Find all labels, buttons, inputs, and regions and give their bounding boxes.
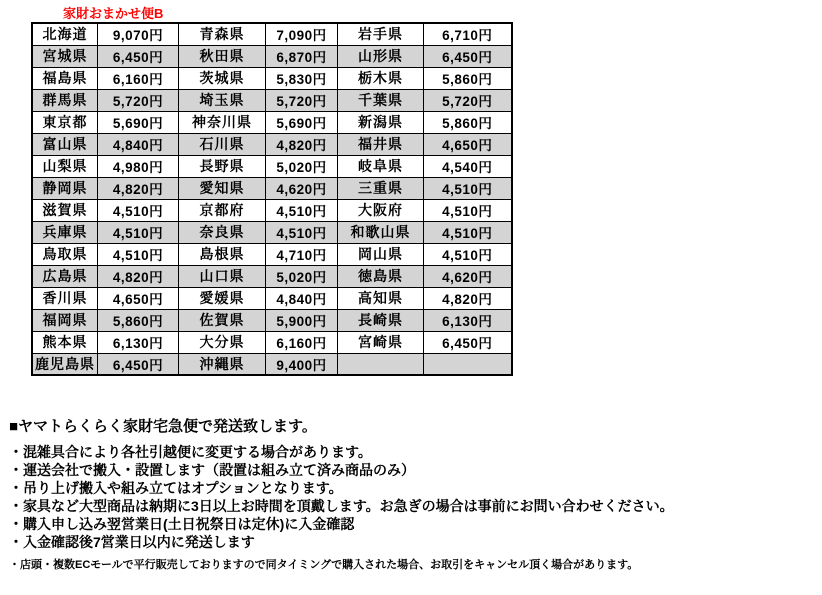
prefecture-cell xyxy=(179,221,266,243)
prefecture-cell xyxy=(338,177,424,199)
prefecture-name: 兵庫県 xyxy=(42,224,88,240)
price-value: 4,510円 xyxy=(442,248,493,263)
prefecture-name: 鹿児島県 xyxy=(35,355,95,372)
prefecture-cell xyxy=(179,45,266,67)
price-value: 4,820円 xyxy=(112,182,164,197)
price-cell xyxy=(98,111,179,133)
price-cell xyxy=(266,221,338,243)
table-row xyxy=(32,221,512,243)
price-cell xyxy=(98,45,179,67)
price-cell xyxy=(98,331,179,353)
prefecture-cell xyxy=(179,265,266,287)
prefecture-cell xyxy=(32,133,98,155)
prefecture-cell xyxy=(179,287,266,309)
prefecture-cell xyxy=(179,155,266,177)
price-cell xyxy=(98,309,179,331)
price-cell xyxy=(266,133,338,155)
price-value: 4,510円 xyxy=(112,226,164,241)
prefecture-cell xyxy=(32,23,98,45)
price-value: 4,620円 xyxy=(276,182,327,197)
price-value: 4,510円 xyxy=(112,204,164,219)
price-value: 5,830円 xyxy=(276,72,327,87)
prefecture-name: 静岡県 xyxy=(42,180,88,196)
prefecture-cell xyxy=(179,353,266,375)
prefecture-cell xyxy=(32,155,98,177)
prefecture-name: 島根県 xyxy=(199,246,245,262)
price-cell xyxy=(424,67,512,89)
prefecture-name: 長崎県 xyxy=(358,312,403,328)
prefecture-name: 宮崎県 xyxy=(358,334,403,350)
price-value: 4,510円 xyxy=(442,182,493,197)
prefecture-cell xyxy=(179,199,266,221)
prefecture-name: 山形県 xyxy=(358,48,403,64)
shipping-note-item: ・吊り上げ搬入や組み立てはオプションとなります。 xyxy=(9,480,343,496)
prefecture-name: 青森県 xyxy=(199,26,245,43)
table-row xyxy=(32,309,512,331)
price-cell xyxy=(98,221,179,243)
prefecture-name: 京都府 xyxy=(199,202,245,218)
price-value: 5,690円 xyxy=(276,116,327,131)
price-value: 4,820円 xyxy=(442,292,493,307)
shipping-note-item: ・運送会社で搬入・設置します（設置は組み立て済み商品のみ） xyxy=(9,462,415,478)
table-row xyxy=(32,243,512,265)
prefecture-cell xyxy=(338,23,424,45)
price-value: 4,820円 xyxy=(112,270,164,285)
table-row xyxy=(32,353,512,375)
price-value: 4,650円 xyxy=(112,292,164,307)
prefecture-name: 埼玉県 xyxy=(199,92,245,108)
price-value: 5,860円 xyxy=(442,116,493,131)
price-value: 5,900円 xyxy=(276,314,327,329)
price-value: 5,020円 xyxy=(276,160,327,175)
prefecture-cell xyxy=(338,331,424,353)
prefecture-name: 愛知県 xyxy=(199,180,245,196)
price-value: 6,160円 xyxy=(276,336,327,351)
price-cell xyxy=(424,89,512,111)
table-row xyxy=(32,287,512,309)
prefecture-cell xyxy=(179,243,266,265)
price-value: 5,720円 xyxy=(442,94,493,109)
prefecture-cell xyxy=(32,243,98,265)
price-value: 4,840円 xyxy=(276,292,327,307)
price-value: 4,510円 xyxy=(442,226,493,241)
prefecture-name: 滋賀県 xyxy=(42,202,88,218)
price-cell xyxy=(266,67,338,89)
price-value: 6,450円 xyxy=(442,50,493,65)
prefecture-name: 山口県 xyxy=(199,268,245,284)
prefecture-name: 山梨県 xyxy=(42,158,88,174)
prefecture-cell xyxy=(32,89,98,111)
prefecture-cell xyxy=(32,309,98,331)
prefecture-cell xyxy=(179,133,266,155)
prefecture-name: 宮城県 xyxy=(42,48,88,64)
prefecture-name: 三重県 xyxy=(358,180,403,196)
price-cell xyxy=(98,67,179,89)
price-cell xyxy=(98,177,179,199)
shipping-note-item: ・購入申し込み翌営業日(土日祝祭日は定休)に入金確認 xyxy=(9,516,355,532)
prefecture-cell xyxy=(179,309,266,331)
price-value: 4,980円 xyxy=(112,160,164,175)
prefecture-cell xyxy=(32,45,98,67)
prefecture-cell xyxy=(338,67,424,89)
price-cell xyxy=(424,45,512,67)
prefecture-name: 千葉県 xyxy=(358,92,403,108)
prefecture-name: 福岡県 xyxy=(42,312,88,328)
shipping-note-item: ・家具など大型商品は納期に3日以上お時間を頂戴します。お急ぎの場合は事前にお問い合わせください。 xyxy=(9,498,674,514)
price-cell xyxy=(424,199,512,221)
prefecture-name: 北海道 xyxy=(42,26,88,43)
prefecture-cell xyxy=(32,353,98,375)
prefecture-cell xyxy=(179,89,266,111)
price-value: 6,450円 xyxy=(442,336,493,351)
price-cell xyxy=(424,287,512,309)
prefecture-cell xyxy=(338,309,424,331)
prefecture-name: 佐賀県 xyxy=(199,312,245,328)
prefecture-cell xyxy=(32,67,98,89)
prefecture-name: 徳島県 xyxy=(358,268,403,284)
price-cell xyxy=(266,243,338,265)
table-row xyxy=(32,199,512,221)
price-cell xyxy=(98,89,179,111)
price-value: 6,130円 xyxy=(442,314,493,329)
prefecture-name: 秋田県 xyxy=(199,48,245,64)
price-cell xyxy=(424,111,512,133)
prefecture-name: 鳥取県 xyxy=(42,246,88,262)
prefecture-cell xyxy=(338,45,424,67)
price-value: 6,870円 xyxy=(276,50,327,65)
prefecture-cell xyxy=(32,287,98,309)
price-cell xyxy=(98,265,179,287)
table-row xyxy=(32,133,512,155)
price-value: 5,720円 xyxy=(276,94,327,109)
price-value: 6,710円 xyxy=(442,28,493,44)
shipping-note-item: ・混雑具合により各社引越便に変更する場合があります。 xyxy=(9,444,372,460)
prefecture-cell xyxy=(179,111,266,133)
price-cell xyxy=(98,133,179,155)
prefecture-cell xyxy=(338,287,424,309)
price-cell xyxy=(424,331,512,353)
prefecture-name: 高知県 xyxy=(358,290,403,306)
prefecture-name: 岐阜県 xyxy=(358,158,403,174)
table-row xyxy=(32,331,512,353)
prefecture-cell xyxy=(338,89,424,111)
prefecture-cell xyxy=(32,199,98,221)
price-cell xyxy=(424,221,512,243)
price-cell xyxy=(424,133,512,155)
prefecture-cell xyxy=(338,221,424,243)
shipping-notes-section xyxy=(9,417,815,572)
price-value: 5,720円 xyxy=(112,94,164,109)
prefecture-cell xyxy=(32,265,98,287)
table-row xyxy=(32,23,512,45)
prefecture-name: 愛媛県 xyxy=(199,290,245,306)
prefecture-name: 群馬県 xyxy=(42,92,88,108)
prefecture-name: 栃木県 xyxy=(358,70,403,86)
price-value: 6,160円 xyxy=(112,72,164,87)
price-cell xyxy=(266,89,338,111)
prefecture-cell xyxy=(32,331,98,353)
price-cell xyxy=(98,287,179,309)
price-cell xyxy=(266,45,338,67)
prefecture-name: 和歌山県 xyxy=(350,224,411,240)
table-row xyxy=(32,45,512,67)
prefecture-cell xyxy=(338,133,424,155)
prefecture-cell xyxy=(179,331,266,353)
price-value: 4,710円 xyxy=(276,248,327,263)
price-value: 7,090円 xyxy=(276,28,327,44)
price-cell xyxy=(424,23,512,45)
prefecture-name: 大分県 xyxy=(199,334,245,350)
price-cell xyxy=(266,309,338,331)
table-row xyxy=(32,111,512,133)
price-value: 4,840円 xyxy=(112,138,164,153)
price-value: 5,860円 xyxy=(112,314,164,329)
price-cell xyxy=(98,155,179,177)
price-cell xyxy=(424,309,512,331)
prefecture-name: 富山県 xyxy=(42,136,88,152)
price-cell xyxy=(266,177,338,199)
prefecture-name: 大阪府 xyxy=(358,202,403,218)
prefecture-cell xyxy=(179,177,266,199)
table-row xyxy=(32,177,512,199)
price-cell xyxy=(266,353,338,375)
price-value: 4,650円 xyxy=(442,138,493,153)
shipping-notes-list xyxy=(9,443,815,551)
price-cell xyxy=(424,155,512,177)
prefecture-cell xyxy=(32,221,98,243)
price-cell xyxy=(266,265,338,287)
prefecture-name: 広島県 xyxy=(42,268,88,284)
price-cell xyxy=(98,199,179,221)
price-value: 4,820円 xyxy=(276,138,327,153)
table-row xyxy=(32,155,512,177)
shipping-notes-heading: ■ヤマトらくらく家財宅急便で発送致します。 xyxy=(9,418,317,435)
shipping-note-item: ・入金確認後7営業日以内に発送します xyxy=(9,534,255,550)
prefecture-name: 熊本県 xyxy=(42,334,88,350)
price-value: 9,070円 xyxy=(112,28,164,44)
price-value: 9,400円 xyxy=(276,357,327,373)
prefecture-name: 茨城県 xyxy=(199,70,245,86)
prefecture-name: 長野県 xyxy=(199,158,245,174)
prefecture-name: 岩手県 xyxy=(358,26,403,43)
shipping-notes-footnote: ・店頭・複数ECモールで平行販売しておりますので同タイミングで購入された場合、お取引をキャンセル頂く場合があります。 xyxy=(9,559,639,571)
prefecture-name: 岡山県 xyxy=(358,246,403,262)
table-row xyxy=(32,89,512,111)
price-value: 4,620円 xyxy=(442,270,493,285)
prefecture-name: 福島県 xyxy=(42,70,88,86)
price-cell xyxy=(266,23,338,45)
table-row xyxy=(32,265,512,287)
price-cell xyxy=(424,265,512,287)
prefecture-name: 東京都 xyxy=(42,114,88,130)
price-cell xyxy=(424,353,512,375)
price-cell xyxy=(266,155,338,177)
price-value: 5,860円 xyxy=(442,72,493,87)
prefecture-name: 香川県 xyxy=(42,290,88,306)
shipping-plan-title: 家財おまかせ便B xyxy=(63,6,164,21)
prefecture-cell xyxy=(338,155,424,177)
price-value: 6,450円 xyxy=(112,50,164,65)
price-cell xyxy=(266,111,338,133)
prefecture-shipping-price-table xyxy=(31,22,513,376)
price-cell xyxy=(98,23,179,45)
price-value: 4,510円 xyxy=(442,204,493,219)
price-value: 6,450円 xyxy=(112,357,164,373)
price-value: 6,130円 xyxy=(112,336,164,351)
prefecture-cell xyxy=(338,353,424,375)
prefecture-cell xyxy=(338,265,424,287)
price-value: 4,510円 xyxy=(276,226,327,241)
price-cell xyxy=(266,287,338,309)
prefecture-cell xyxy=(179,23,266,45)
prefecture-name: 奈良県 xyxy=(199,224,245,240)
price-cell xyxy=(424,177,512,199)
prefecture-cell xyxy=(338,111,424,133)
price-value: 4,510円 xyxy=(112,248,164,263)
prefecture-name: 新潟県 xyxy=(358,114,403,130)
price-cell xyxy=(98,353,179,375)
price-value: 4,510円 xyxy=(276,204,327,219)
price-cell xyxy=(266,331,338,353)
price-cell xyxy=(424,243,512,265)
price-value: 5,690円 xyxy=(112,116,164,131)
prefecture-name: 沖縄県 xyxy=(199,355,245,372)
price-value: 5,020円 xyxy=(276,270,327,285)
prefecture-cell xyxy=(179,67,266,89)
prefecture-cell xyxy=(338,243,424,265)
prefecture-cell xyxy=(32,111,98,133)
price-cell xyxy=(266,199,338,221)
table-row xyxy=(32,67,512,89)
prefecture-cell xyxy=(32,177,98,199)
prefecture-name: 神奈川県 xyxy=(192,114,252,130)
prefecture-name: 石川県 xyxy=(199,136,245,152)
price-value: 4,540円 xyxy=(442,160,493,175)
prefecture-name: 福井県 xyxy=(358,136,403,152)
prefecture-cell xyxy=(338,199,424,221)
price-cell xyxy=(98,243,179,265)
